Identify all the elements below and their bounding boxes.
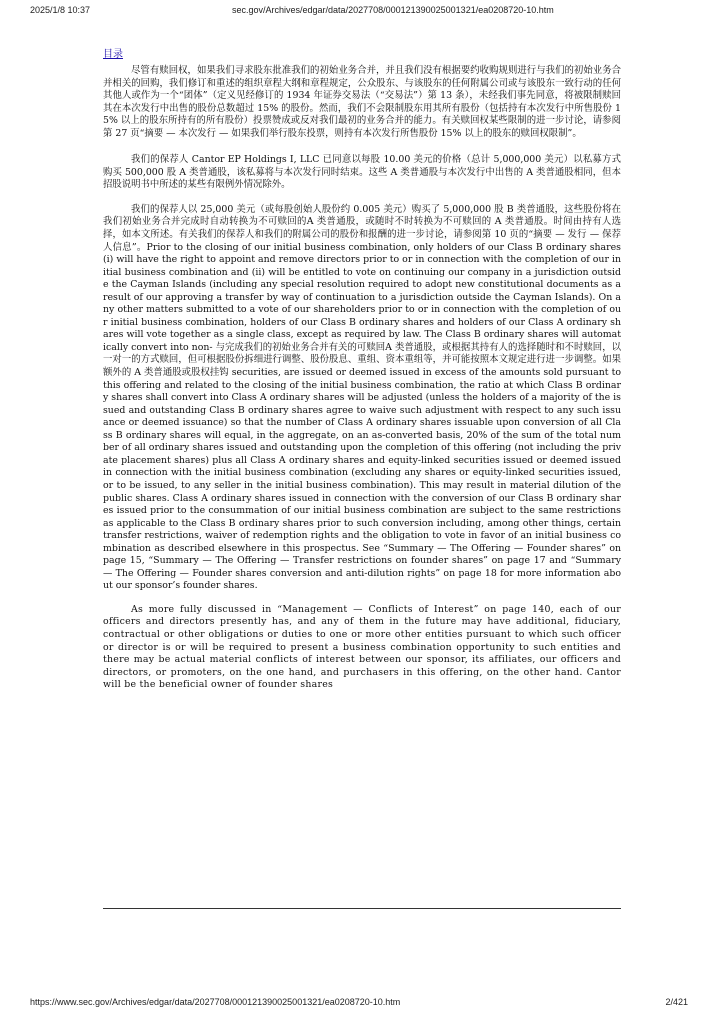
- paragraph-conflicts-of-interest: As more fully discussed in “Management — Conflicts of Interest” on page 140, each of our officers and directors presently has, and any of them in the future may have additional, fiduciary, contractual or other obligations or duties to one or more other entities pursuant to which such officer or director is or will be required to present a business combination opportunity to such entities and there may be actual material conflicts of interest between our sponsor, its affiliates, our officers and directors, or promoters, on the one hand, and purchasers in this offering, on the other hand. Cantor will be the beneficial owner of founder shares: [103, 603, 621, 691]
- print-footer: [0, 997, 724, 1011]
- print-doc-title: sec.gov/Archives/edgar/data/2027708/000121390025001321/ea0208720-10.htm: [232, 5, 554, 15]
- page-divider: [103, 908, 621, 909]
- paragraph-founder-shares: 我们的保荐人以 25,000 美元（或每股创始人股份约 0.005 美元）购买了 5,000,000 股 B 类普通股，这些股份将在我们初始业务合并完成时自动转换为不可赎回的A 类普通股，或随时不时转换为不可赎回的 A 类普通股。时间由持有人选择，如本文所述。有关我们的保荐人和我们的附属公司的股份和报酬的进一步讨论，请参阅第 10 页的“摘要 — 发行 — 保荐人信息”。Prior to the closing of our initial business combination, only holders of our Class B ordinary shares (i) will have the right to appoint and remove directors prior to or in connection with the completion of our initial business combination and (ii) will be entitled to vote on continuing our company in a jurisdiction outside the Cayman Islands (including any special resolution required to adopt new constitutional documents as a result of our approving a transfer by way of continuation to a jurisdiction outside the Cayman Islands). On any other matters submitted to a vote of our shareholders prior to or in connection with the completion of our initial business combination, holders of our Class B ordinary shares and holders of our Class A ordinary shares will vote together as a single class, except as required by law. The Class B ordinary shares will automatically convert into non- 与完成我们的初始业务合并有关的可赎回A 类普通股，或根据其持有人的选择随时和不时赎回，以一对一的方式赎回，但可根据股份拆细进行调整、股份股息、重组、资本重组等，并可能按照本文规定进行进一步调整。如果额外的 A 类普通股或股权挂钩 securities, are issued or deemed issued in excess of the amounts sold pursuant to this offering and related to the closing of the initial business combination, the ratio at which Class B ordinary shares shall convert into Class A ordinary shares will be adjusted (unless the holders of a majority of the issued and outstanding Class B ordinary shares agree to waive such adjustment with respect to any such issuance or deemed issuance) so that the number of Class A ordinary shares issuable upon conversion of all Class B ordinary shares will equal, in the aggregate, on an as-converted basis, 20% of the sum of the total number of all ordinary shares issued and outstanding upon the completion of this offering (not including the private placement shares) plus all Class A ordinary shares and equity-linked securities issued or deemed issued in connection with the initial business combination (excluding any shares or equity-linked securities issued, or to be issued, to any seller in the initial business combination). This may result in material dilution of the public shares. Class A ordinary shares issued in connection with the conversion of our Class B ordinary shares issued prior to the consummation of our initial business combination are subject to the same restrictions as applicable to the Class B ordinary shares prior to such conversion including, among other things, certain transfer restrictions, waiver of redemption rights and the obligation to vote in favor of an initial business combination as described elsewhere in this prospectus. See “Summary — The Offering — Founder shares” on page 15, “Summary — The Offering — Transfer restrictions on founder shares” on page 17 and “Summary — The Offering — Founder shares conversion and anti-dilution rights” on page 18 for more information about our sponsor’s founder shares.: [103, 203, 621, 592]
- print-url: https://www.sec.gov/Archives/edgar/data/2027708/000121390025001321/ea0208720-10.htm: [30, 997, 401, 1007]
- print-header: [0, 5, 724, 19]
- print-datetime: 2025/1/8 10:37: [30, 5, 91, 15]
- table-of-contents-link[interactable]: 目录: [103, 49, 123, 60]
- document-body: [103, 42, 621, 692]
- paragraph-private-placement: 我们的保荐人 Cantor EP Holdings I, LLC 已同意以每股 10.00 美元的价格（总计 5,000,000 美元）以私募方式购买 500,000 股 A 类普通股，该私募将与本次发行同时结束。这些 A 类普通股与本次发行中出售的 A 类普通股相同，但本招股说明书中所述的某些有限例外情况除外。: [103, 154, 621, 191]
- paragraph-redemption-limit: 尽管有赎回权，如果我们寻求股东批准我们的初始业务合并，并且我们没有根据要约收购规则进行与我们的初始业务合并相关的回购，我们修订和重述的组织章程大纲和章程规定，公众股东、与该股东的任何附属公司或与该股东一致行动的任何其他人或作为一个“团体”（定义见经修订的 1934 年证券交易法（“交易法”）第 13 条），未经我们事先同意，将被限制赎回其在本次发行中出售的股份总数超过 15% 的股份。然而，我们不会限制股东用其所有股份（包括持有本次发行中所售股份 15% 以上的股东所持有的所有股份）投票赞成或反对我们最初的业务合并的能力。有关赎回权某些限制的进一步讨论，请参阅第 27 页“摘要 — 本次发行 — 如果我们举行股东投票，则持有本次发行所售股份 15% 以上的股东的赎回权限制”。: [103, 65, 621, 139]
- page-counter: 2/421: [665, 997, 688, 1007]
